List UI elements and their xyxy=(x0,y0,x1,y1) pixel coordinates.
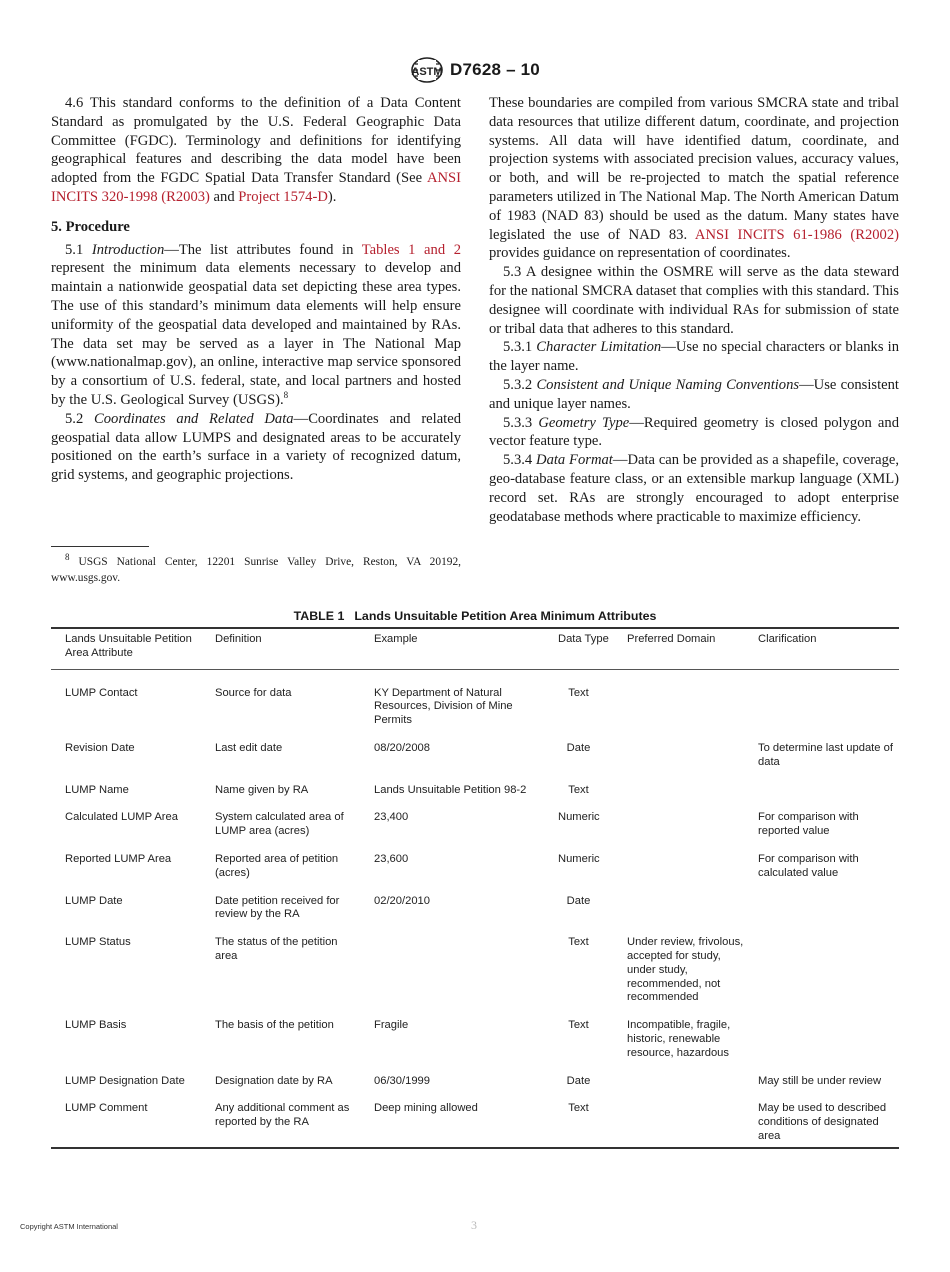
header-definition: Definition xyxy=(215,633,262,645)
table-1 xyxy=(51,627,899,1149)
paragraph-5-2: 5.2 Coordinates and Related Data—Coordinates and related geospatial data allow LUMPS and designated areas to be accurately positioned on the earth’s surface in a variety of recognized datum, grid systems, and geographic projections. xyxy=(51,410,462,484)
footnote-8: $^8$ USGS National Center, 12201 Sunrise Valley Drive, Reston, VA 20192, www.usgs.gov. xyxy=(51,552,461,584)
table-1-caption: TABLE 1 Lands Unsuitable Petition Area Minimum Attributes xyxy=(293,609,657,623)
table-row: Reported LUMP Area Reported area of petition (acres) 23,600 Numeric For comparison with calculated value xyxy=(65,852,859,879)
page-header xyxy=(0,56,950,84)
paragraph-coordinates-continued: These boundaries are compiled from various SMCRA state and tribal data resources that utilize different datum, coordinate, and projection systems. All data will have identified datum, coordinate, and projection systems with associated precision values, accuracy values, or both, and will be re-projected to match the spatial reference parameters utilized in The National Map. The North American Datum of 1983 (NAD 83) should be used as the datum. Many states have legislated the use of NAD 83. ANSI INCITS 61-1986 (R2002) provides guidance on representation of coordinates. xyxy=(489,95,900,262)
paragraph-5-3: 5.3 A designee within the OSMRE will serve as the data steward for the national SMCRA dataset that complies with this standard. This designee will coordinate with individual RAs for submission of state or tribal data that adheres to this standard. xyxy=(489,264,899,337)
header-data-type: Data Type xyxy=(558,633,609,645)
footnote-ref-8: 8 xyxy=(283,390,289,401)
table-row: LUMP Date Date petition received for review by the RA 02/20/2010 Date xyxy=(65,894,591,921)
table-row: LUMP Basis The basis of the petition Fragile Text Incompatible, fragile, historic, renewable resource, hazardous xyxy=(65,1019,731,1059)
svg-text:ASTM: ASTM xyxy=(411,66,443,78)
left-column xyxy=(51,94,461,485)
header-preferred-domain: Preferred Domain xyxy=(627,633,716,645)
table-row: LUMP Name Name given by RA Lands Unsuitable Petition 98-2 Text xyxy=(65,783,589,796)
copyright-notice: Copyright ASTM International xyxy=(20,1222,118,1231)
table-row: LUMP Comment Any additional comment as reported by the RA Deep mining allowed Text May be used to described conditions of designated area xyxy=(65,1102,887,1142)
link-tables-1-and-2[interactable]: Tables 1 and 2 xyxy=(361,241,462,258)
footnote-divider xyxy=(51,546,149,547)
paragraph-5-3-4: 5.3.4 Data Format—Data can be provided as a shapefile, coverage, geo-database feature class, or an extensible markup language (XML) record set. RAs are strongly encouraged to adopt enterprise geodatabase methods where practicable to maximize efficiency. xyxy=(489,452,899,525)
paragraph-5-3-2: 5.3.2 Consistent and Unique Naming Conventions—Use consistent and unique layer names. xyxy=(489,376,899,412)
section-heading-procedure: 5. Procedure xyxy=(51,218,130,235)
astm-logo-icon xyxy=(410,56,444,84)
right-column xyxy=(489,94,899,526)
table-header-row xyxy=(51,629,899,669)
table-row: Calculated LUMP Area System calculated area of LUMP area (acres) 23,400 Numeric For comparison with reported value xyxy=(65,811,859,838)
header-attribute: Lands Unsuitable Petition Area Attribute xyxy=(65,633,192,659)
page-number: 3 xyxy=(471,1218,477,1232)
table-row: LUMP Status The status of the petition area Text Under review, frivolous, accepted for study, under study, recommended, not recommended xyxy=(65,936,744,1004)
table-row: LUMP Designation Date Designation date by RA 06/30/1999 Date May still be under review xyxy=(65,1074,882,1087)
table-row: LUMP Contact Source for data KY Department of Natural Resources, Division of Mine Permits Text xyxy=(65,686,589,727)
link-project-1574-d[interactable]: Project 1574-D xyxy=(238,188,328,205)
paragraph-4-6: 4.6 This standard conforms to the definition of a Data Content Standard as promulgated by the U.S. Federal Geographic Data Committee (FGDC). Terminology and definitions for identifying geographical features and describing the data model have been adopted from the FGDC Spatial Data Transfer Standard (See ANSI INCITS 320-1998 (R2003) and Project 1574-D). xyxy=(51,95,461,205)
table-row: Revision Date Last edit date 08/20/2008 Date To determine last update of data xyxy=(65,741,893,768)
link-ansi-incits-320[interactable]: ANSI INCITS 320-1998 (R2003) xyxy=(51,170,461,205)
link-ansi-incits-61[interactable]: ANSI INCITS 61-1986 (R2002) xyxy=(694,226,900,243)
table-bottom-rule xyxy=(51,1147,899,1149)
paragraph-5-3-1: 5.3.1 Character Limitation—Use no special characters or blanks in the layer name. xyxy=(489,339,899,375)
paragraph-5-1: 5.1 Introduction—The list attributes found in Tables 1 and 2 represent the minimum data elements necessary to develop and maintain a nationwide geospatial data set depicting these area types. The use of this standard’s minimum data elements will help ensure uniformity of the geospatial data developed and maintained by RAs. The data set may be served as a layer in The National Map (www.nationalmap.gov), an online, interactive map service sponsored by a consortium of U.S. federal, state, and local partners and hosted by the U.S. Geological Survey (USGS).$^8$ xyxy=(51,241,462,408)
document-id: D7628 – 10 xyxy=(450,60,540,79)
header-clarification: Clarification xyxy=(758,633,817,645)
header-example: Example xyxy=(374,633,418,645)
paragraph-5-3-3: 5.3.3 Geometry Type—Required geometry is closed polygon and vector feature type. xyxy=(489,414,899,450)
